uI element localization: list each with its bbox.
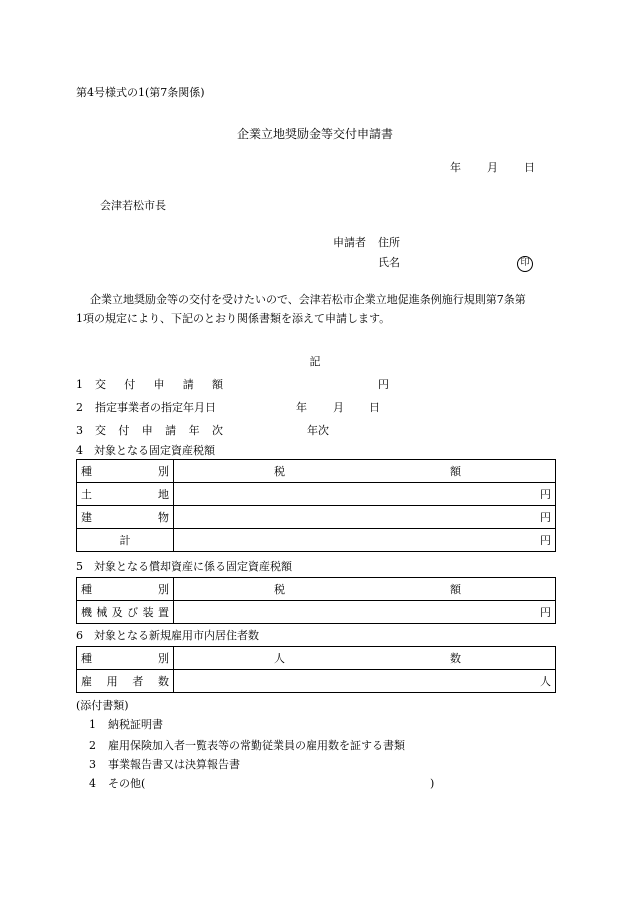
table-row bbox=[77, 670, 556, 693]
attachment-text: 納税証明書 bbox=[108, 718, 163, 731]
item3-label bbox=[95, 424, 223, 438]
attachments-heading: (添付書類) bbox=[76, 699, 129, 712]
item2-year: 年 bbox=[296, 401, 307, 414]
label-char: 置 bbox=[157, 606, 169, 619]
item1-char: 額 bbox=[212, 378, 223, 391]
header-kind bbox=[77, 578, 174, 601]
attachment-number: 2 bbox=[89, 739, 96, 752]
header-tax bbox=[174, 578, 556, 601]
label-char: 雇 bbox=[81, 675, 92, 688]
label-char: 地 bbox=[158, 488, 169, 501]
row-label-building bbox=[77, 506, 174, 529]
table-row bbox=[77, 529, 556, 552]
table-row bbox=[77, 601, 556, 624]
ki-note: 記 bbox=[309, 355, 321, 368]
header-char: 額 bbox=[450, 465, 461, 478]
applicant-name-label: 氏名 bbox=[378, 256, 400, 269]
applicant-address-label: 住所 bbox=[378, 236, 400, 249]
attachment-text: 事業報告書又は決算報告書 bbox=[108, 758, 240, 771]
attachment-number: 3 bbox=[89, 758, 96, 771]
header-count bbox=[174, 647, 556, 670]
row-value-employees[interactable] bbox=[174, 670, 556, 693]
header-kind bbox=[77, 460, 174, 483]
unit-yen: 円 bbox=[540, 606, 551, 619]
attachment-close-paren: ) bbox=[430, 777, 435, 790]
attachment-item bbox=[89, 777, 145, 791]
header-char: 別 bbox=[158, 583, 169, 596]
item3-char: 請 bbox=[165, 424, 177, 437]
attachment-number: 1 bbox=[89, 718, 96, 731]
seal-mark bbox=[517, 255, 533, 272]
header-char: 税 bbox=[274, 583, 285, 596]
fixed-asset-tax-table bbox=[76, 459, 556, 552]
row-label-total bbox=[77, 529, 174, 552]
item3-char: 年 bbox=[188, 424, 200, 437]
header-char: 人 bbox=[274, 652, 285, 665]
item1-char: 申 bbox=[153, 378, 165, 391]
body-text-line-2: 1項の規定により、下記のとおり関係書類を添えて申請します。 bbox=[76, 312, 391, 325]
item1-char: 交 bbox=[95, 378, 106, 391]
attachment-number: 4 bbox=[89, 777, 96, 790]
header-char: 別 bbox=[158, 652, 169, 665]
date-line bbox=[450, 161, 535, 175]
header-char: 数 bbox=[450, 652, 461, 665]
item6-heading: 6 対象となる新規雇用市内居住者数 bbox=[76, 629, 259, 642]
label-char: 土 bbox=[81, 488, 92, 501]
row-label-employees bbox=[77, 670, 174, 693]
item3-number: 3 bbox=[76, 424, 83, 437]
item3-unit: 年次 bbox=[307, 424, 329, 437]
attachment-item bbox=[89, 758, 240, 772]
unit-yen: 円 bbox=[540, 511, 551, 524]
item3-char: 交 bbox=[95, 424, 106, 437]
label-char: 装 bbox=[142, 606, 154, 619]
label-char: 機 bbox=[81, 606, 92, 619]
body-text-line-1: 企業立地奨励金等の交付を受けたいので、会津若松市企業立地促進条例施行規則第7条第 bbox=[90, 293, 526, 306]
label-char: 建 bbox=[81, 511, 92, 524]
unit-yen: 円 bbox=[540, 488, 551, 501]
table-header-row bbox=[77, 460, 556, 483]
attachment-item bbox=[89, 739, 405, 753]
item5-heading: 5 対象となる償却資産に係る固定資産税額 bbox=[76, 560, 292, 573]
label-char: 及 bbox=[111, 606, 123, 619]
unit-person: 人 bbox=[540, 675, 551, 688]
table-row bbox=[77, 506, 556, 529]
row-value-total[interactable] bbox=[174, 529, 556, 552]
item1-char: 請 bbox=[182, 378, 194, 391]
item3-char: 次 bbox=[211, 424, 223, 437]
header-kind bbox=[77, 647, 174, 670]
item2-month: 月 bbox=[333, 401, 344, 414]
item3-char: 申 bbox=[141, 424, 153, 437]
date-year: 年 bbox=[450, 161, 461, 174]
item2-day: 日 bbox=[369, 401, 380, 414]
attachment-text: 雇用保険加入者一覧表等の常勤従業員の雇用数を証する書類 bbox=[108, 739, 405, 752]
item1-number: 1 bbox=[76, 378, 83, 391]
item1-label bbox=[95, 378, 223, 392]
item3-char: 付 bbox=[118, 424, 130, 437]
attachment-text: その他( bbox=[108, 777, 146, 790]
header-char: 種 bbox=[81, 652, 92, 665]
row-label-land bbox=[77, 483, 174, 506]
row-value-land[interactable] bbox=[174, 483, 556, 506]
depreciable-asset-tax-table bbox=[76, 577, 556, 624]
table-header-row bbox=[77, 647, 556, 670]
header-char: 別 bbox=[158, 465, 169, 478]
label-char: び bbox=[127, 606, 139, 619]
label-char: 数 bbox=[157, 675, 169, 688]
form-number: 第4号様式の1(第7条関係) bbox=[76, 86, 205, 99]
item1-char: 付 bbox=[124, 378, 136, 391]
item4-heading: 4 対象となる固定資産税額 bbox=[76, 444, 215, 457]
table-row bbox=[77, 483, 556, 506]
header-char: 種 bbox=[81, 465, 92, 478]
attachment-item bbox=[89, 718, 163, 732]
seal-text: 印 bbox=[517, 256, 533, 272]
new-employee-table bbox=[76, 646, 556, 693]
row-value-building[interactable] bbox=[174, 506, 556, 529]
header-char: 額 bbox=[450, 583, 461, 596]
document-title: 企業立地奨励金等交付申請書 bbox=[236, 127, 393, 141]
header-tax bbox=[174, 460, 556, 483]
date-day: 日 bbox=[524, 161, 535, 174]
item2-label: 指定事業者の指定年月日 bbox=[95, 401, 216, 414]
item1-unit: 円 bbox=[378, 378, 389, 391]
label-char: 者 bbox=[132, 675, 144, 688]
applicant-label: 申請者 bbox=[333, 236, 366, 249]
table-header-row bbox=[77, 578, 556, 601]
unit-yen: 円 bbox=[540, 534, 551, 547]
label-char: 物 bbox=[158, 511, 169, 524]
label-char: 計 bbox=[119, 534, 131, 547]
item2-number: 2 bbox=[76, 401, 83, 414]
header-char: 税 bbox=[274, 465, 285, 478]
addressee: 会津若松市長 bbox=[100, 199, 166, 212]
header-char: 種 bbox=[81, 583, 92, 596]
label-char: 用 bbox=[106, 675, 118, 688]
row-value-machinery[interactable] bbox=[174, 601, 556, 624]
date-month: 月 bbox=[487, 161, 498, 174]
row-label-machinery bbox=[77, 601, 174, 624]
label-char: 械 bbox=[96, 606, 108, 619]
